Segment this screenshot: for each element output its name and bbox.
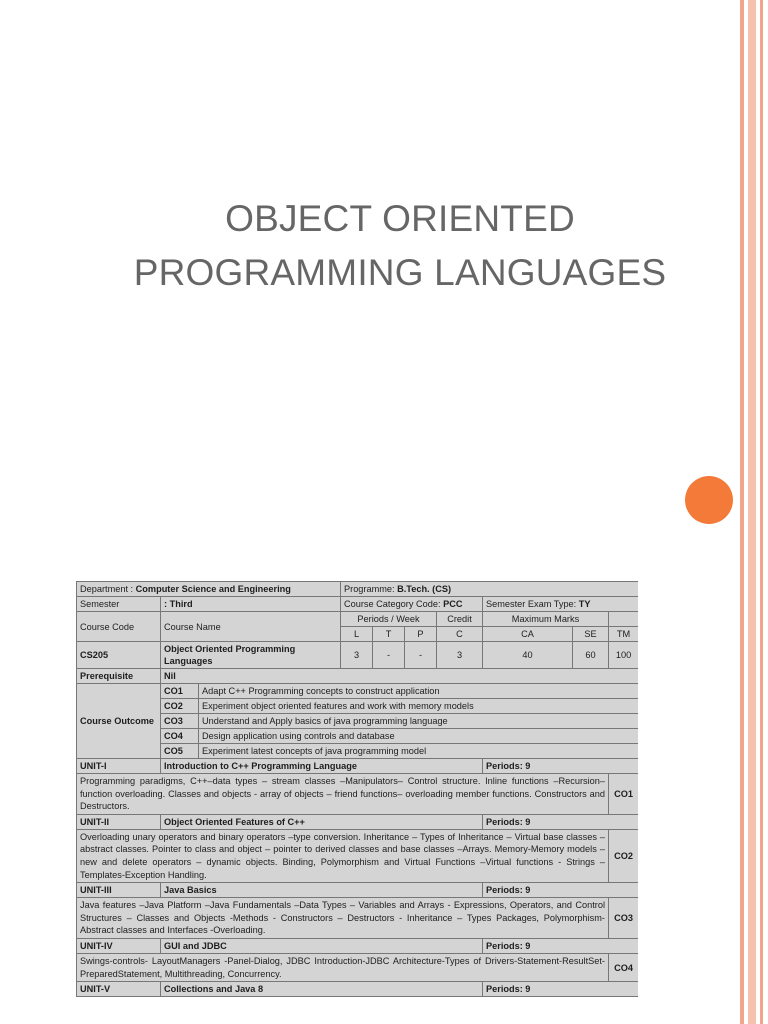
decorative-rail-right [760, 0, 763, 1024]
prerequisite-label: Prerequisite [77, 669, 161, 684]
table-row [77, 744, 639, 759]
value-se: 60 [573, 642, 609, 669]
outcome-code: CO1 [161, 684, 199, 699]
unit-label: UNIT-I [77, 759, 161, 774]
unit-content-row [77, 829, 639, 882]
unit-title: Collections and Java 8 [161, 982, 483, 997]
unit-content-row [77, 953, 639, 981]
slide-title-line1: OBJECT ORIENTED [225, 198, 575, 239]
category-label: Course Category Code: [344, 599, 441, 609]
value-t: - [373, 642, 405, 669]
table-row [77, 729, 639, 744]
unit-header-row [77, 814, 639, 829]
header-se: SE [573, 627, 609, 642]
unit-title: GUI and JDBC [161, 938, 483, 953]
dept-value: Computer Science and Engineering [135, 584, 291, 594]
marks-header: Maximum Marks [483, 612, 609, 627]
unit-label: UNIT-V [77, 982, 161, 997]
course-name-header: Course Name [161, 612, 341, 642]
course-outcome-label: Course Outcome [77, 684, 161, 759]
table-row [77, 612, 639, 627]
category-value: PCC [443, 599, 463, 609]
exam-type-value: TY [578, 599, 591, 609]
accent-circle [685, 476, 733, 524]
unit-label: UNIT-IV [77, 938, 161, 953]
outcome-code: CO4 [161, 729, 199, 744]
credit-header: Credit [437, 612, 483, 627]
table-row [77, 714, 639, 729]
header-ca: CA [483, 627, 573, 642]
unit-content: Programming paradigms, C++–data types – stream classes –Manipulators– Control structure. Inline functions –Recursion–function overloading. Classes and objects - array of objects – friend functions– overloading member functions. Constructors and Destructors. [77, 774, 609, 815]
semester-value: : Third [161, 597, 341, 612]
slide-title-line2: PROGRAMMING LANGUAGES [133, 252, 667, 293]
unit-content: Overloading unary operators and binary operators –type conversion. Inheritance – Types of Inheritance – Virtual base classes – abstract classes. Pointer to class and object – pointer to derived classes and base classes –Arrays. Memory-Memory models – new and delete operators – dynamic objects. Binding, Polymorphism and Virtual Functions –Virtual functions - Strings –Templates-Exception Handling. [77, 829, 609, 882]
outcome-text: Understand and Apply basics of java programming language [199, 714, 639, 729]
table-row [77, 642, 639, 669]
unit-title: Object Oriented Features of C++ [161, 814, 483, 829]
unit-label: UNIT-III [77, 883, 161, 898]
value-ca: 40 [483, 642, 573, 669]
unit-label: UNIT-II [77, 814, 161, 829]
header-p: P [405, 627, 437, 642]
unit-title: Introduction to C++ Programming Language [161, 759, 483, 774]
dept-label: Department : [80, 584, 134, 594]
semester-label: Semester [77, 597, 161, 612]
table-row [77, 699, 639, 714]
unit-header-row [77, 883, 639, 898]
prerequisite-value: Nil [161, 669, 639, 684]
unit-periods: Periods: 9 [483, 814, 639, 829]
table-row [77, 669, 639, 684]
unit-header-row [77, 759, 639, 774]
syllabus-image [76, 581, 638, 1024]
header-tm: TM [609, 627, 639, 642]
table-row [77, 597, 639, 612]
unit-co: CO3 [609, 898, 639, 939]
unit-title: Java Basics [161, 883, 483, 898]
value-c: 3 [437, 642, 483, 669]
value-tm: 100 [609, 642, 639, 669]
value-l: 3 [341, 642, 373, 669]
outcome-text: Adapt C++ Programming concepts to construct application [199, 684, 639, 699]
unit-co: CO2 [609, 829, 639, 882]
programme-label: Programme: [344, 584, 395, 594]
table-row [77, 582, 639, 597]
outcome-code: CO3 [161, 714, 199, 729]
outcome-code: CO2 [161, 699, 199, 714]
outcome-text: Design application using controls and database [199, 729, 639, 744]
outcome-code: CO5 [161, 744, 199, 759]
outcome-text: Experiment latest concepts of java programming model [199, 744, 639, 759]
unit-content: Java features –Java Platform –Java Fundamentals –Data Types – Variables and Arrays - Expressions, Operators, and Control Structures – Classes and Objects -Methods - Constructors – Destructors - Inheritance – Types Packages, Polymorphism- Abstract classes and Interfaces -Overloading. [77, 898, 609, 939]
unit-header-row [77, 938, 639, 953]
exam-type-label: Semester Exam Type: [486, 599, 577, 609]
table-row [77, 684, 639, 699]
unit-content-row [77, 774, 639, 815]
unit-periods: Periods: 9 [483, 759, 639, 774]
header-l: L [341, 627, 373, 642]
unit-periods: Periods: 9 [483, 982, 639, 997]
unit-co: CO1 [609, 774, 639, 815]
course-name: Object Oriented Programming Languages [161, 642, 341, 669]
syllabus-table [76, 581, 638, 997]
value-p: - [405, 642, 437, 669]
unit-periods: Periods: 9 [483, 883, 639, 898]
unit-header-row [77, 982, 639, 997]
unit-periods: Periods: 9 [483, 938, 639, 953]
course-code: CS205 [77, 642, 161, 669]
outcome-text: Experiment object oriented features and work with memory models [199, 699, 639, 714]
unit-content: Swings-controls- LayoutManagers -Panel-Dialog, JDBC Introduction-JDBC Architecture-Types of Drivers-Statement-ResultSet-PreparedStatement, Multithreading, Concurrency. [77, 953, 609, 981]
periods-header: Periods / Week [341, 612, 437, 627]
decorative-rail-middle [748, 0, 756, 1024]
decorative-rail-left [740, 0, 744, 1024]
header-c: C [437, 627, 483, 642]
course-code-header: Course Code [77, 612, 161, 642]
slide-title [40, 192, 760, 300]
unit-co: CO4 [609, 953, 639, 981]
header-t: T [373, 627, 405, 642]
programme-value: B.Tech. (CS) [397, 584, 452, 594]
unit-content-row [77, 898, 639, 939]
